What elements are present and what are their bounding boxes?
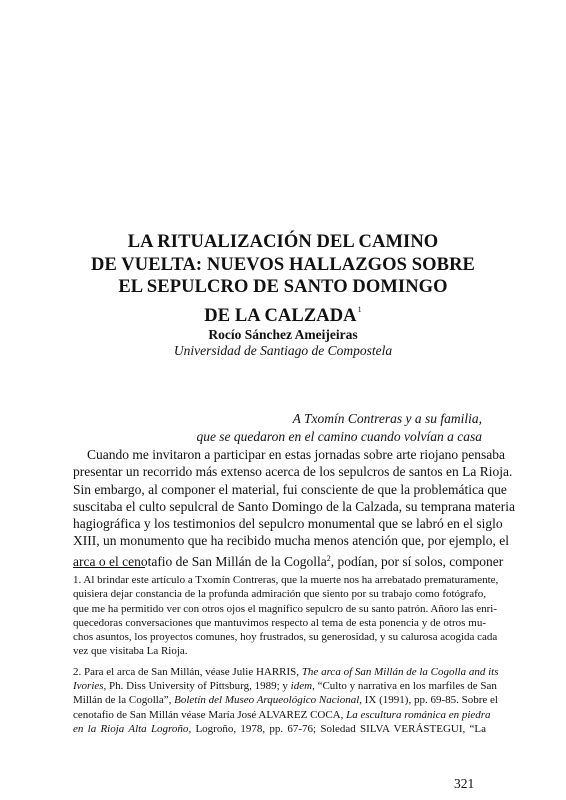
- footnote-title: en la Rioja Alta Logroño: [73, 722, 189, 735]
- body-line-text: , podían, por sí solos, componer: [330, 553, 504, 569]
- author-name: Rocío Sánchez Ameijeiras: [208, 327, 358, 342]
- author-affiliation: Universidad de Santiago de Compostela: [173, 343, 393, 358]
- body-line: suscitaba el culto sepulcral de Santo Domingo de la Calzada, su temprana materia: [73, 498, 515, 514]
- footnote-title: Boletín del Museo Arqueológico Nacional: [174, 694, 360, 707]
- title-line: DE VUELTA: NUEVOS HALLAZGOS SOBRE: [91, 254, 475, 275]
- footnote-text: , IX (1991), pp. 69-85. Sobre el: [359, 694, 498, 707]
- footnote-text: Millán de la Cogolla”,: [73, 694, 175, 707]
- body-line: Cuando me invitaron a participar en estas jornadas sobre arte riojano pensaba: [87, 447, 505, 462]
- footnote-text: cenotafio de San Millán véase María José ALVAREZ COCA,: [73, 708, 347, 721]
- footnote-1: [73, 573, 499, 659]
- footnote-title: Ivories: [73, 680, 104, 693]
- body-line: presentar un recorrido más extenso acerca de los sepulcros de santos en La Rioja.: [73, 464, 513, 480]
- title-line: EL SEPULCRO DE SANTO DOMINGO: [118, 277, 448, 297]
- footnote-line: [73, 679, 497, 693]
- footnote-line: [73, 665, 499, 679]
- dedication-line: que se quedaron en el camino cuando volvían a casa: [196, 428, 482, 444]
- footnote-text: , Ph. Diss University of Pittsburg, 1989; y: [103, 680, 291, 693]
- footnote-line: [73, 722, 486, 736]
- footnote-line: quecedoras conversaciones que mantuvimos respecto al tema de esta ponencia y de otros mu-: [73, 616, 486, 629]
- footnote-title: idem: [290, 680, 313, 693]
- footnote-line: vez que visitaba La Rioja.: [73, 645, 188, 658]
- footnote-line: [73, 693, 498, 707]
- dedication-line: A Txomín Contreras y a su familia,: [292, 411, 482, 426]
- title-line: [60, 299, 506, 328]
- footnote-text: , “Culto y narrativa en los marfiles de San: [312, 680, 497, 693]
- footnote-line: 1. Al brindar este artículo a Txomín Contreras, que la muerte nos ha arrebatado prematuramente,: [73, 574, 499, 586]
- footnote-line: [73, 708, 491, 722]
- body-paragraph: [73, 446, 515, 570]
- footnote-text: 2. Para el arca de San Millán, véase Julie HARRIS,: [73, 665, 302, 678]
- page-number: 321: [454, 776, 475, 791]
- footnote-line: que me ha permitido ver con otros ojos el magnífico sepulcro de su santo patrón. Añoro las enri-: [73, 602, 498, 615]
- body-line: Sin embargo, al componer el material, fui consciente de que la problemática que: [73, 481, 507, 497]
- body-line-text: arca o el cenotafio de San Millán de la Cogolla: [73, 553, 327, 569]
- footnote-ref-1: 1: [357, 304, 362, 314]
- footnote-title: La escultura románica en piedra: [346, 708, 491, 721]
- footnote-title: The arca of San Millán de la Cogolla and its: [301, 665, 499, 678]
- footnote-text: , Logroño, 1978, pp. 67-76; Soledad SILVA VERÁSTEGUI, “La: [188, 722, 486, 735]
- title-line-text: DE LA CALZADA: [204, 305, 357, 326]
- body-line: XIII, un monumento que ha recibido mucha menos atención que, por ejemplo, el: [73, 533, 509, 549]
- footnote-ref-2: 2: [326, 553, 331, 563]
- footnote-line: chos asuntos, los proyectos comunes, hoy frustrados, su generosidad, y su calurosa acogida cada: [73, 631, 498, 644]
- title-line: LA RITUALIZACIÓN DEL CAMINO: [127, 232, 439, 252]
- body-line: hagiográfica y los testimonios del sepulcro monumental que se labró en el siglo: [73, 516, 503, 532]
- footnotes: [73, 573, 499, 742]
- footnote-separator: [73, 567, 145, 568]
- dedication: [196, 410, 482, 445]
- article-title: [60, 231, 506, 327]
- footnote-2: [73, 665, 499, 736]
- footnote-line: quisiera dejar constancia de la profunda admiración que siento por su trabajo como fotógrafo,: [73, 588, 486, 601]
